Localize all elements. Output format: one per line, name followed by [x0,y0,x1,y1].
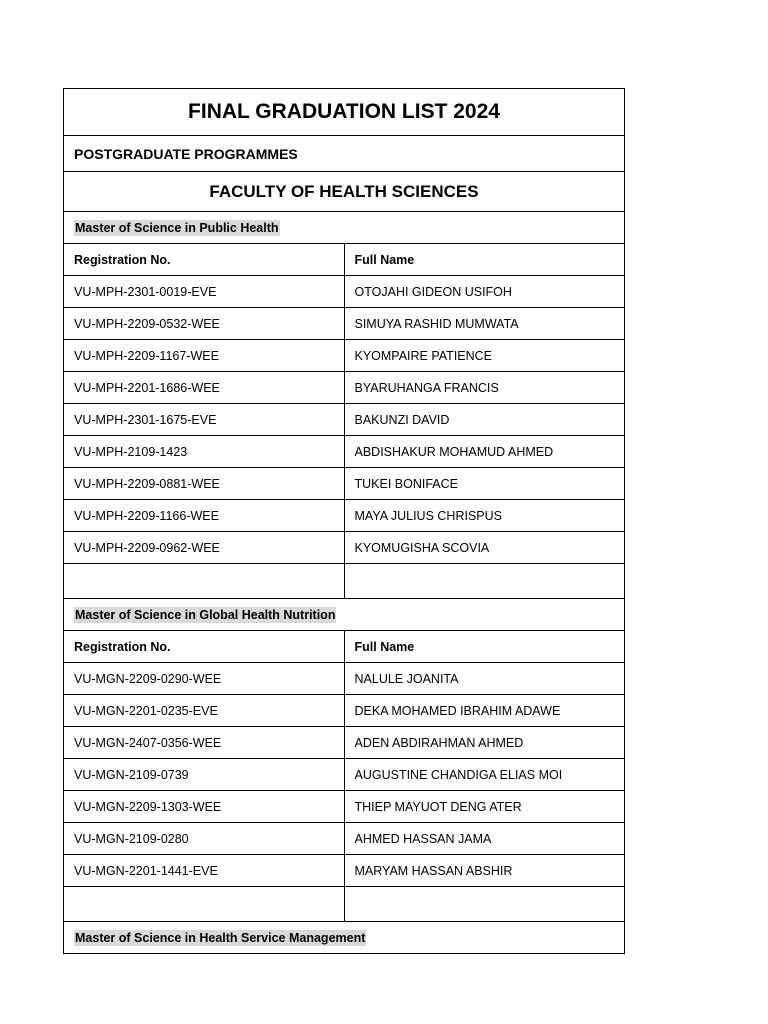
full-name-header: Full Name [344,631,625,663]
empty-cell [64,887,345,922]
student-full-name: SIMUYA RASHID MUMWATA [344,308,625,340]
student-row [64,855,625,887]
student-row [64,468,625,500]
registration-header: Registration No. [64,244,345,276]
student-full-name: ADEN ABDIRAHMAN AHMED [344,727,625,759]
programme-level-heading: POSTGRADUATE PROGRAMMES [64,136,625,172]
empty-row [64,887,625,922]
empty-row [64,564,625,599]
student-full-name: KYOMUGISHA SCOVIA [344,532,625,564]
registration-number: VU-MPH-2301-0019-EVE [64,276,345,308]
student-row [64,727,625,759]
programme-name: Master of Science in Global Health Nutrition [75,607,336,622]
graduation-list-body [64,89,625,954]
title-row [64,89,625,136]
student-full-name: KYOMPAIRE PATIENCE [344,340,625,372]
student-full-name: NALULE JOANITA [344,663,625,695]
registration-number: VU-MGN-2407-0356-WEE [64,727,345,759]
student-row [64,276,625,308]
registration-number: VU-MPH-2209-1167-WEE [64,340,345,372]
student-full-name: AHMED HASSAN JAMA [344,823,625,855]
student-full-name: AUGUSTINE CHANDIGA ELIAS MOI [344,759,625,791]
programme-heading-row [64,922,625,954]
student-row [64,823,625,855]
programme-heading-cell [64,922,625,954]
student-row [64,340,625,372]
student-row [64,404,625,436]
registration-number: VU-MPH-2301-1675-EVE [64,404,345,436]
registration-number: VU-MGN-2209-0290-WEE [64,663,345,695]
student-full-name: MARYAM HASSAN ABSHIR [344,855,625,887]
programme-heading-cell [64,599,625,631]
registration-number: VU-MGN-2201-1441-EVE [64,855,345,887]
programme-heading-cell [64,212,625,244]
student-full-name: MAYA JULIUS CHRISPUS [344,500,625,532]
graduation-list-table [63,88,625,954]
full-name-header: Full Name [344,244,625,276]
faculty-row [64,172,625,212]
programme-heading-row [64,599,625,631]
student-row [64,372,625,404]
student-row [64,791,625,823]
student-row [64,532,625,564]
registration-header: Registration No. [64,631,345,663]
student-row [64,436,625,468]
programme-name: Master of Science in Health Service Management [75,930,366,945]
empty-cell [344,887,625,922]
student-row [64,500,625,532]
registration-number: VU-MPH-2201-1686-WEE [64,372,345,404]
student-full-name: ABDISHAKUR MOHAMUD AHMED [344,436,625,468]
student-row [64,663,625,695]
student-full-name: THIEP MAYUOT DENG ATER [344,791,625,823]
registration-number: VU-MGN-2109-0280 [64,823,345,855]
student-row [64,759,625,791]
column-header-row [64,631,625,663]
student-row [64,695,625,727]
registration-number: VU-MPH-2109-1423 [64,436,345,468]
programme-heading-row [64,212,625,244]
column-header-row [64,244,625,276]
registration-number: VU-MPH-2209-1166-WEE [64,500,345,532]
registration-number: VU-MGN-2209-1303-WEE [64,791,345,823]
registration-number: VU-MPH-2209-0962-WEE [64,532,345,564]
student-full-name: OTOJAHI GIDEON USIFOH [344,276,625,308]
registration-number: VU-MPH-2209-0532-WEE [64,308,345,340]
student-full-name: BYARUHANGA FRANCIS [344,372,625,404]
registration-number: VU-MPH-2209-0881-WEE [64,468,345,500]
faculty-heading: FACULTY OF HEALTH SCIENCES [64,172,625,212]
registration-number: VU-MGN-2109-0739 [64,759,345,791]
student-row [64,308,625,340]
programme-name: Master of Science in Public Health [75,220,279,235]
subtitle-row [64,136,625,172]
registration-number: VU-MGN-2201-0235-EVE [64,695,345,727]
student-full-name: BAKUNZI DAVID [344,404,625,436]
empty-cell [344,564,625,599]
student-full-name: DEKA MOHAMED IBRAHIM ADAWE [344,695,625,727]
document-title: FINAL GRADUATION LIST 2024 [64,89,625,136]
student-full-name: TUKEI BONIFACE [344,468,625,500]
empty-cell [64,564,345,599]
